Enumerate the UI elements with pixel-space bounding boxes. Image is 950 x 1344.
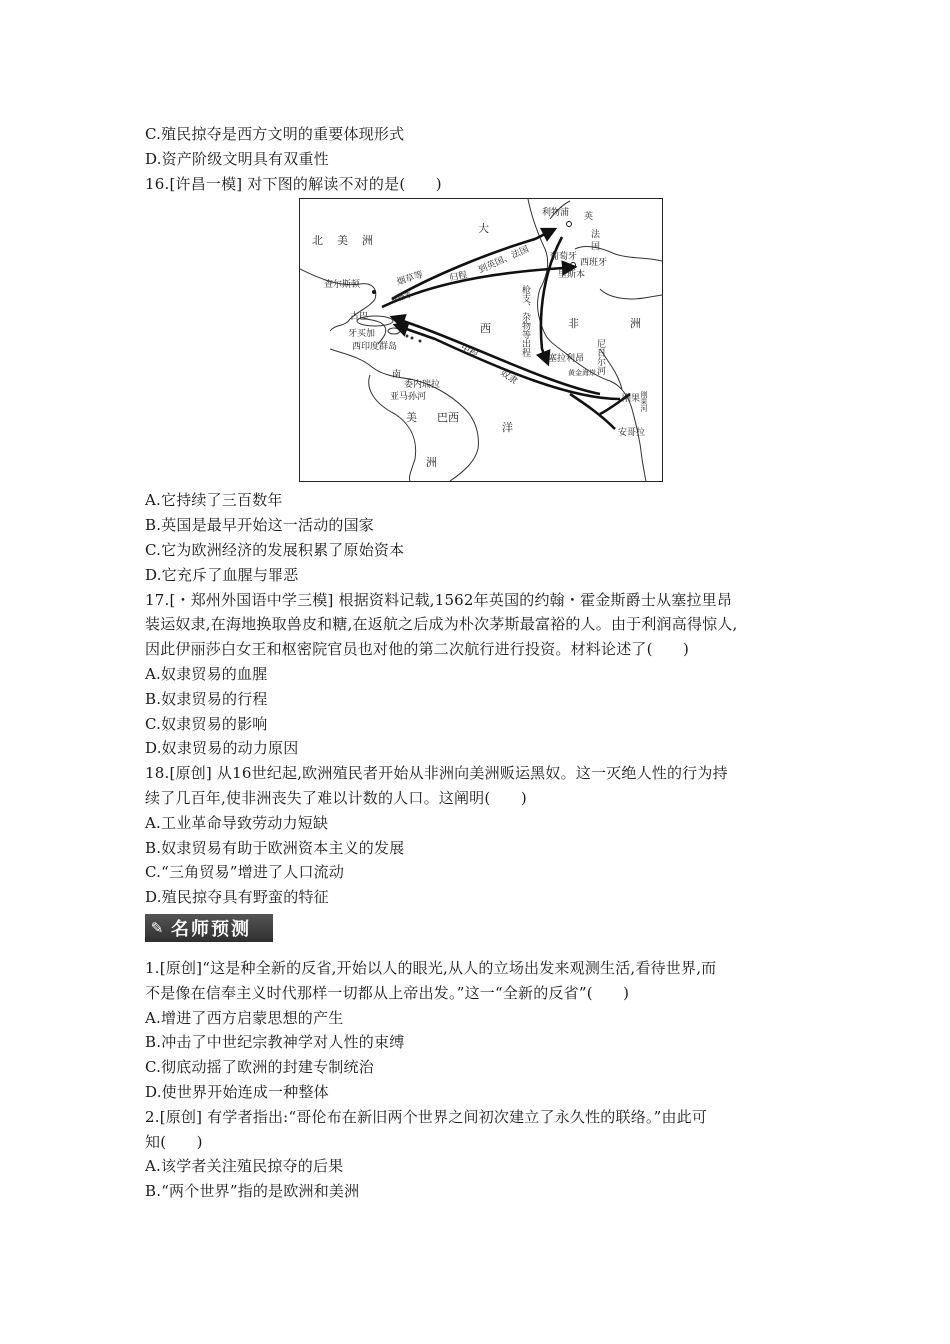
map-label-amazon: 亚马孙河 bbox=[390, 392, 427, 403]
map-label-charleston: 查尔斯顿 bbox=[324, 280, 361, 291]
map-label-to-eng-fra: 到英国、法国 bbox=[477, 245, 531, 277]
map-label-ocean-xi: 西 bbox=[480, 322, 491, 336]
q15-option-d: D.资产阶级文明具有双重性 bbox=[145, 149, 329, 168]
p2-stem-line-2: 知( ) bbox=[145, 1132, 203, 1151]
map-label-africa-2: 洲 bbox=[630, 317, 641, 331]
q17-stem-line-2: 装运奴隶,在海地换取兽皮和糖,在返航之后成为朴次茅斯最富裕的人。由于利润高得惊人, bbox=[145, 615, 738, 634]
map-label-jamaica: 牙买加 bbox=[348, 329, 376, 340]
charleston-marker bbox=[372, 290, 376, 294]
map-label-slaves: 奴隶 bbox=[498, 368, 519, 388]
p1-option-a: A.增进了西方启蒙思想的产生 bbox=[145, 1008, 344, 1027]
q17-option-c: C.奴隶贸易的影响 bbox=[145, 714, 268, 733]
map-label-congo: 刚果 bbox=[622, 394, 641, 405]
map-label-north-america-1: 北 bbox=[312, 234, 323, 248]
q16-stem: 16.[许昌一模] 对下图的解读不对的是( ) bbox=[145, 174, 442, 193]
q18-option-b: B.奴隶贸易有助于欧洲资本主义的发展 bbox=[145, 838, 405, 857]
map-label-venezuela: 委内瑞拉 bbox=[404, 380, 441, 391]
triangle-trade-map bbox=[299, 198, 663, 482]
map-label-sugar: 蔗糖等 bbox=[390, 291, 413, 306]
q17-option-a: A.奴隶贸易的血腥 bbox=[145, 664, 268, 683]
map-label-outbound: 枪支、杂物等出程 bbox=[520, 285, 530, 358]
q17-stem-line-1: 17.[・郑州外国语中学三模] 根据资料记载,1562年英国的约翰・霍金斯爵士从塞拉里昂 bbox=[145, 590, 733, 609]
map-label-ocean-yang: 洋 bbox=[502, 421, 513, 435]
map-label-gold-coast: 黄金海岸 bbox=[568, 369, 596, 378]
map-label-congo-river: 刚果河 bbox=[640, 391, 648, 413]
q16-option-a: A.它持续了三百数年 bbox=[145, 491, 283, 510]
map-label-return: 归程 bbox=[448, 270, 469, 285]
p1-option-d: D.使世界开始连成一种整体 bbox=[145, 1082, 329, 1101]
map-label-lisbon: 里斯本 bbox=[558, 270, 586, 281]
q18-option-d: D.殖民掠夺具有野蛮的特征 bbox=[145, 888, 329, 907]
q18-stem-line-2: 续了几百年,使非洲丧失了难以计数的人口。这阐明( ) bbox=[145, 788, 527, 807]
section-banner bbox=[145, 914, 273, 942]
q16-option-b: B.英国是最早开始这一活动的国家 bbox=[145, 516, 374, 535]
map-label-brazil: 巴西 bbox=[437, 411, 459, 425]
map-label-tobacco: 烟草等 bbox=[395, 270, 425, 289]
map-label-middle: 中程 bbox=[458, 343, 480, 361]
q16-option-d: D.它充斥了血腥与罪恶 bbox=[145, 565, 299, 584]
q17-stem-line-3: 因此伊丽莎白女王和枢密院官员也对他的第二次航行进行投资。材料论述了( ) bbox=[145, 640, 690, 659]
p1-stem-line-2: 不是像在信奉主义时代那样一切都从上帝出发。”这一“全新的反省”( ) bbox=[145, 983, 630, 1002]
map-label-sa-mei: 美 bbox=[406, 411, 417, 425]
p1-option-b: B.冲击了中世纪宗教神学对人性的束缚 bbox=[145, 1033, 405, 1052]
q18-stem-line-1: 18.[原创] 从16世纪起,欧洲殖民者开始从非洲向美洲贩运黑奴。这一灭绝人性的行为持 bbox=[145, 764, 728, 783]
map-label-west-indies: 西印度群岛 bbox=[352, 342, 398, 353]
map-label-britain: 英 bbox=[584, 212, 594, 223]
coastlines bbox=[300, 199, 662, 481]
p1-option-c: C.彻底动摇了欧洲的封建专制统治 bbox=[145, 1058, 374, 1077]
map-label-niger: 尼日尔河 bbox=[595, 339, 605, 376]
map-label-portugal: 葡萄牙 bbox=[550, 252, 578, 263]
map-label-north-america-2: 美 bbox=[337, 234, 348, 248]
map-label-liverpool: 利物浦 bbox=[542, 208, 570, 219]
map-label-north-america-3: 洲 bbox=[362, 234, 373, 248]
q15-option-c: C.殖民掠夺是西方文明的重要体现形式 bbox=[145, 125, 405, 143]
p2-stem-line-1: 2.[原创] 有学者指出:“哥伦布在新旧两个世界之间初次建立了永久性的联络。”由此可 bbox=[145, 1107, 708, 1126]
map-label-south-nan: 南 bbox=[392, 370, 402, 381]
q18-option-a: A.工业革命导致劳动力短缺 bbox=[145, 813, 329, 832]
map-label-africa-1: 非 bbox=[568, 317, 579, 331]
map-label-angola: 安哥拉 bbox=[618, 428, 646, 439]
q17-option-d: D.奴隶贸易的动力原因 bbox=[145, 739, 299, 758]
liverpool-marker bbox=[567, 222, 572, 227]
q16-option-c: C.它为欧洲经济的发展积累了原始资本 bbox=[145, 540, 405, 559]
map-label-sierra-leone: 塞拉利昂 bbox=[548, 354, 585, 365]
p2-option-a: A.该学者关注殖民掠夺的后果 bbox=[145, 1157, 344, 1176]
map-label-cuba: 古巴 bbox=[350, 312, 369, 323]
map-label-france-2: 国 bbox=[591, 242, 601, 253]
p1-stem-line-1: 1.[原创]“这是种全新的反省,开始以人的眼光,从人的立场出发来观测生活,看待世界,而 bbox=[145, 958, 717, 977]
map-label-spain: 西班牙 bbox=[580, 258, 608, 269]
jamaica-shape bbox=[388, 328, 400, 334]
map-label-france-1: 法 bbox=[591, 230, 601, 241]
map-label-ocean-da: 大 bbox=[478, 222, 489, 236]
pencil-icon: ✎ bbox=[150, 918, 166, 937]
p2-option-b: B.“两个世界”指的是欧洲和美洲 bbox=[145, 1182, 360, 1201]
q18-option-c: C.“三角贸易”增进了人口流动 bbox=[145, 863, 345, 882]
q17-option-b: B.奴隶贸易的行程 bbox=[145, 689, 268, 708]
document-page bbox=[145, 122, 815, 1204]
section-banner-title: 名师预测 bbox=[171, 918, 251, 940]
map-label-sa-zhou: 洲 bbox=[426, 456, 437, 470]
